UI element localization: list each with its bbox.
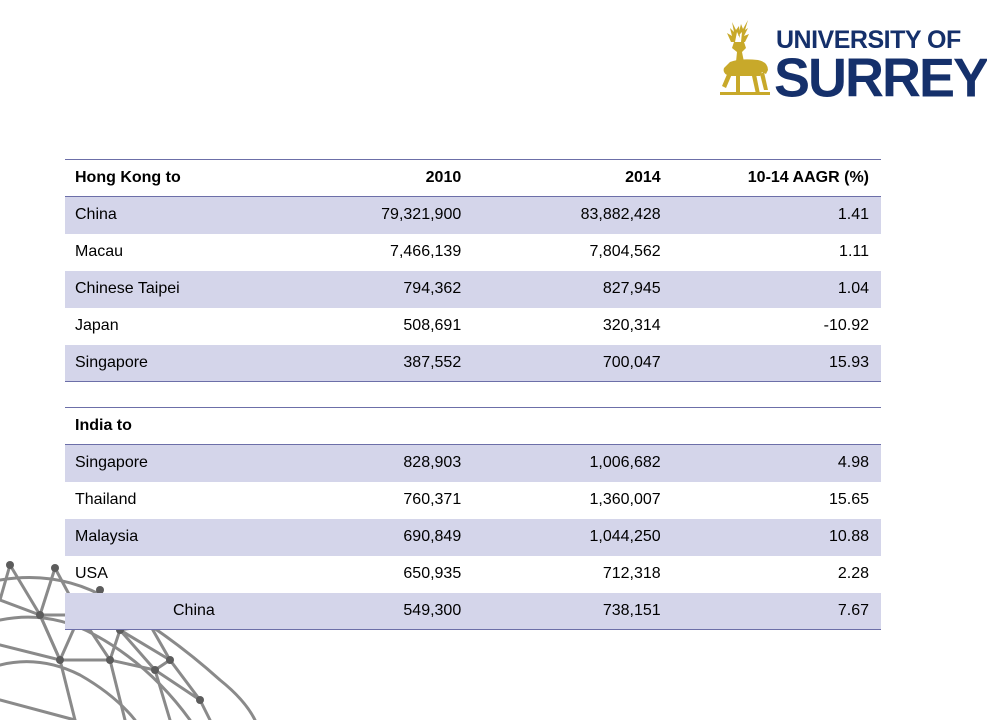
- table-cell: 1.41: [667, 197, 881, 234]
- table-cell: 1.11: [839, 243, 869, 260]
- table-cell: 15.65: [828, 491, 869, 508]
- table-cell: 387,552: [225, 345, 467, 382]
- header-cell: 2010: [225, 160, 467, 197]
- table-cell: 794,362: [225, 271, 467, 308]
- table-cell: 738,151: [467, 593, 666, 630]
- table-row: [65, 197, 881, 234]
- table-cell: 7.67: [667, 593, 881, 630]
- table-row: [65, 519, 881, 556]
- table-cell: 320,314: [602, 317, 661, 334]
- table-cell: 7,466,139: [390, 243, 462, 260]
- stag-icon: [710, 18, 774, 98]
- table-row: [65, 234, 881, 271]
- table-cell: 1,044,250: [467, 519, 666, 556]
- header-cell: [225, 408, 467, 445]
- table-cell: 549,300: [225, 593, 467, 630]
- table-row: [65, 593, 881, 630]
- table-cell: 828,903: [225, 445, 467, 482]
- logo-text-university-of: UNIVERSITY OF: [776, 26, 961, 54]
- university-logo: [710, 18, 987, 109]
- header-cell: [667, 408, 881, 445]
- table-cell: Singapore: [65, 345, 225, 382]
- table-cell: 712,318: [602, 565, 661, 582]
- table-cell: Chinese Taipei: [65, 271, 225, 308]
- table-cell: 1.04: [667, 271, 881, 308]
- table-row: [65, 445, 881, 482]
- table-cell: 508,691: [403, 317, 462, 334]
- table-cell: -10.92: [823, 317, 869, 334]
- table-cell: 827,945: [467, 271, 666, 308]
- header-cell: Hong Kong to: [65, 160, 225, 197]
- table-spacer-row: [65, 382, 881, 408]
- table-cell: 83,882,428: [467, 197, 666, 234]
- logo-text-surrey: SURREY: [774, 47, 987, 109]
- table-row: [65, 482, 881, 519]
- table-cell: USA: [75, 565, 108, 582]
- travel-statistics-table: [65, 159, 881, 630]
- table-cell: China: [65, 593, 225, 630]
- table-cell: China: [65, 197, 225, 234]
- header-cell: 10-14 AAGR (%): [667, 160, 881, 197]
- header-cell: India to: [65, 408, 225, 445]
- table-cell: 1,360,007: [589, 491, 661, 508]
- table-cell: Malaysia: [65, 519, 225, 556]
- table-cell: 690,849: [225, 519, 467, 556]
- table-cell: 760,371: [403, 491, 462, 508]
- table-row: [65, 271, 881, 308]
- header-cell: 2014: [467, 160, 666, 197]
- table-cell: 7,804,562: [589, 243, 661, 260]
- header-cell: [467, 408, 666, 445]
- table-header-row: [65, 408, 881, 445]
- table-cell: Macau: [75, 243, 124, 260]
- table-cell: 10.88: [667, 519, 881, 556]
- table-header-row: [65, 160, 881, 197]
- table-cell: 2.28: [837, 565, 869, 582]
- table-cell: 15.93: [667, 345, 881, 382]
- table-cell: Singapore: [65, 445, 225, 482]
- table-cell: 4.98: [667, 445, 881, 482]
- table-cell: 79,321,900: [225, 197, 467, 234]
- table-cell: 700,047: [467, 345, 666, 382]
- table-cell: 650,935: [403, 565, 462, 582]
- table-cell: 1,006,682: [467, 445, 666, 482]
- table-cell: Thailand: [75, 491, 137, 508]
- table-row: [65, 345, 881, 382]
- table-row: [65, 556, 881, 593]
- table-cell: Japan: [75, 317, 119, 334]
- table-row: [65, 308, 881, 345]
